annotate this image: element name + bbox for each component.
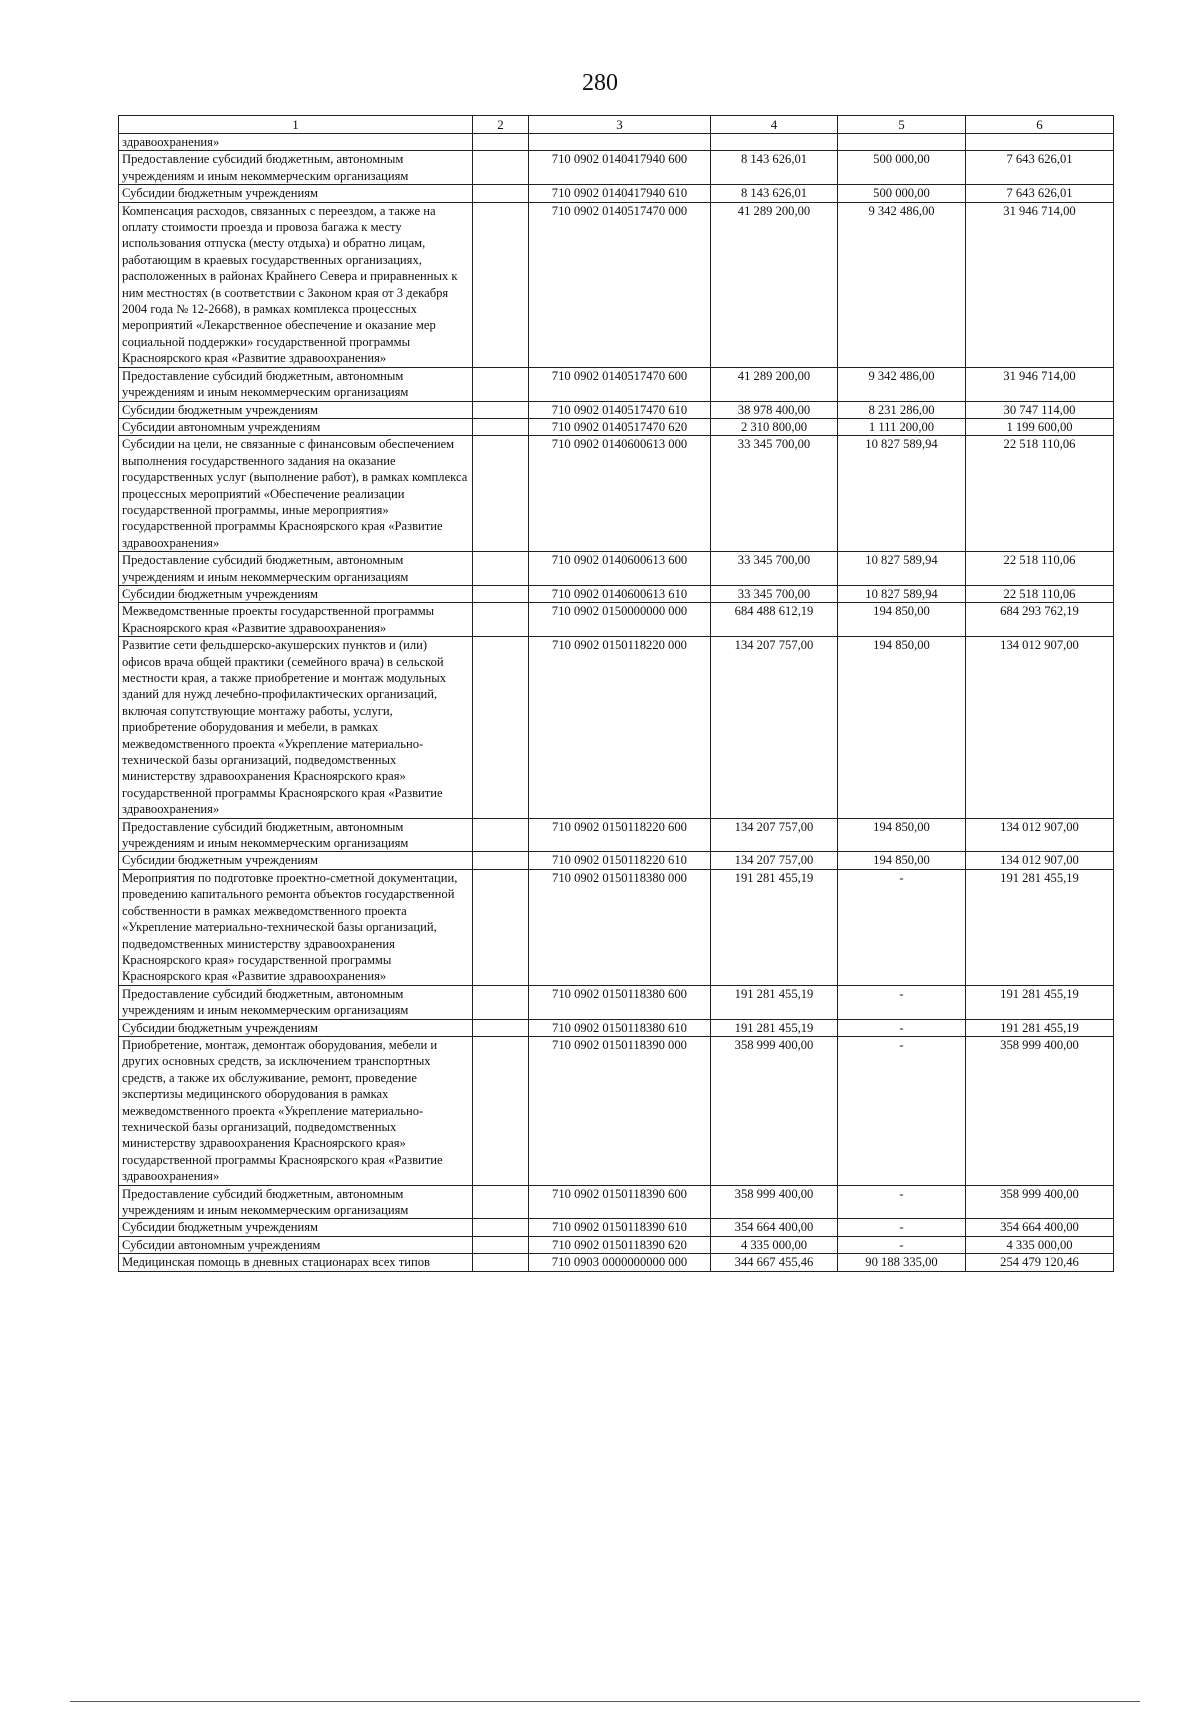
row-value-6-cell: 191 281 455,19 xyxy=(966,985,1114,1019)
row-code-cell: 710 0902 0140600613 610 xyxy=(529,585,711,602)
row-value-5-cell: 8 231 286,00 xyxy=(838,401,966,418)
row-name-cell: здравоохранения» xyxy=(119,134,473,151)
row-name-cell: Предоставление субсидий бюджетным, автономным учреждениям и иным некоммерческим организациям xyxy=(119,367,473,401)
row-col2-cell xyxy=(473,1019,529,1036)
row-value-6-cell: 30 747 114,00 xyxy=(966,401,1114,418)
row-col2-cell xyxy=(473,436,529,552)
table-row xyxy=(119,202,1114,367)
row-col2-cell xyxy=(473,367,529,401)
table-row xyxy=(119,603,1114,637)
table-row xyxy=(119,1185,1114,1219)
row-code-cell xyxy=(529,134,711,151)
row-value-4-cell: 358 999 400,00 xyxy=(711,1185,838,1219)
row-value-5-cell: - xyxy=(838,985,966,1019)
row-name-cell: Субсидии автономным учреждениям xyxy=(119,418,473,435)
row-value-5-cell: 10 827 589,94 xyxy=(838,436,966,552)
row-value-4-cell: 134 207 757,00 xyxy=(711,637,838,818)
row-value-6-cell: 134 012 907,00 xyxy=(966,852,1114,869)
row-code-cell: 710 0902 0140600613 600 xyxy=(529,552,711,586)
row-value-4-cell: 33 345 700,00 xyxy=(711,552,838,586)
row-value-5-cell: 1 111 200,00 xyxy=(838,418,966,435)
header-cell: 1 xyxy=(119,116,473,134)
row-value-4-cell xyxy=(711,134,838,151)
row-col2-cell xyxy=(473,185,529,202)
row-value-4-cell: 191 281 455,19 xyxy=(711,869,838,985)
row-value-5-cell: 194 850,00 xyxy=(838,852,966,869)
table-row xyxy=(119,852,1114,869)
row-name-cell: Медицинская помощь в дневных стационарах всех типов xyxy=(119,1254,473,1271)
row-value-6-cell xyxy=(966,134,1114,151)
row-value-4-cell: 8 143 626,01 xyxy=(711,185,838,202)
row-value-4-cell: 684 488 612,19 xyxy=(711,603,838,637)
row-code-cell: 710 0902 0150118390 000 xyxy=(529,1036,711,1185)
row-code-cell: 710 0902 0150118220 000 xyxy=(529,637,711,818)
row-value-4-cell: 358 999 400,00 xyxy=(711,1036,838,1185)
row-code-cell: 710 0902 0140517470 610 xyxy=(529,401,711,418)
row-code-cell: 710 0902 0150118380 000 xyxy=(529,869,711,985)
row-code-cell: 710 0903 0000000000 000 xyxy=(529,1254,711,1271)
row-code-cell: 710 0902 0150118390 620 xyxy=(529,1236,711,1253)
row-value-6-cell: 358 999 400,00 xyxy=(966,1036,1114,1185)
row-code-cell: 710 0902 0150118390 600 xyxy=(529,1185,711,1219)
row-col2-cell xyxy=(473,585,529,602)
budget-table xyxy=(118,115,1114,1272)
row-value-6-cell: 358 999 400,00 xyxy=(966,1185,1114,1219)
page-number: 280 xyxy=(582,70,618,96)
row-code-cell: 710 0902 0140417940 600 xyxy=(529,151,711,185)
row-name-cell: Компенсация расходов, связанных с переездом, а также на оплату стоимости проезда и провоза багажа к месту использования отпуска (месту отдыха) и обратно лицам, работающим в краевых государственных организациях, расположенных в районах Крайнего Севера и приравненных к ним местностях (в соответствии с Законом края от 3 декабря 2004 года № 12-2668), в рамках комплекса процессных мероприятий «Лекарственное обеспечение и оказание мер социальной поддержки» государственной программы Красноярского края «Развитие здравоохранения» xyxy=(119,202,473,367)
row-value-6-cell: 22 518 110,06 xyxy=(966,585,1114,602)
row-value-5-cell: - xyxy=(838,1219,966,1236)
row-name-cell: Субсидии бюджетным учреждениям xyxy=(119,1019,473,1036)
row-value-5-cell: 9 342 486,00 xyxy=(838,367,966,401)
row-col2-cell xyxy=(473,202,529,367)
table-row xyxy=(119,869,1114,985)
header-cell: 5 xyxy=(838,116,966,134)
row-value-5-cell: 10 827 589,94 xyxy=(838,552,966,586)
row-code-cell: 710 0902 0150118380 610 xyxy=(529,1019,711,1036)
row-value-4-cell: 134 207 757,00 xyxy=(711,852,838,869)
table-row xyxy=(119,134,1114,151)
row-value-4-cell: 2 310 800,00 xyxy=(711,418,838,435)
row-value-6-cell: 254 479 120,46 xyxy=(966,1254,1114,1271)
row-value-5-cell: 500 000,00 xyxy=(838,151,966,185)
row-name-cell: Предоставление субсидий бюджетным, автономным учреждениям и иным некоммерческим организациям xyxy=(119,985,473,1019)
footer-rule xyxy=(70,1701,1140,1702)
row-name-cell: Субсидии бюджетным учреждениям xyxy=(119,1219,473,1236)
row-value-4-cell: 191 281 455,19 xyxy=(711,1019,838,1036)
row-value-4-cell: 354 664 400,00 xyxy=(711,1219,838,1236)
table-row xyxy=(119,818,1114,852)
row-value-6-cell: 191 281 455,19 xyxy=(966,1019,1114,1036)
row-code-cell: 710 0902 0140517470 000 xyxy=(529,202,711,367)
row-value-5-cell: 194 850,00 xyxy=(838,637,966,818)
table-row xyxy=(119,151,1114,185)
row-col2-cell xyxy=(473,852,529,869)
row-value-6-cell: 191 281 455,19 xyxy=(966,869,1114,985)
row-value-5-cell: - xyxy=(838,1019,966,1036)
header-cell: 4 xyxy=(711,116,838,134)
row-value-5-cell: 90 188 335,00 xyxy=(838,1254,966,1271)
row-name-cell: Предоставление субсидий бюджетным, автономным учреждениям и иным некоммерческим организациям xyxy=(119,1185,473,1219)
header-cell: 2 xyxy=(473,116,529,134)
row-value-4-cell: 33 345 700,00 xyxy=(711,585,838,602)
row-value-4-cell: 8 143 626,01 xyxy=(711,151,838,185)
row-code-cell: 710 0902 0140600613 000 xyxy=(529,436,711,552)
header-cell: 6 xyxy=(966,116,1114,134)
table-row xyxy=(119,585,1114,602)
row-value-5-cell: 10 827 589,94 xyxy=(838,585,966,602)
row-name-cell: Субсидии бюджетным учреждениям xyxy=(119,401,473,418)
row-value-4-cell: 344 667 455,46 xyxy=(711,1254,838,1271)
table-row xyxy=(119,1019,1114,1036)
row-value-6-cell: 7 643 626,01 xyxy=(966,151,1114,185)
row-name-cell: Субсидии на цели, не связанные с финансовым обеспечением выполнения государственного задания на оказание государственных услуг (выполнение работ), в рамках комплекса процессных мероприятий «Обеспечение реализации государственной программы, иные мероприятия» государственной программы Красноярского края «Развитие здравоохранения» xyxy=(119,436,473,552)
row-value-6-cell: 4 335 000,00 xyxy=(966,1236,1114,1253)
row-value-6-cell: 22 518 110,06 xyxy=(966,436,1114,552)
row-col2-cell xyxy=(473,1219,529,1236)
row-value-6-cell: 1 199 600,00 xyxy=(966,418,1114,435)
row-code-cell: 710 0902 0150118380 600 xyxy=(529,985,711,1019)
row-name-cell: Субсидии бюджетным учреждениям xyxy=(119,585,473,602)
row-col2-cell xyxy=(473,985,529,1019)
row-value-6-cell: 134 012 907,00 xyxy=(966,637,1114,818)
table-row xyxy=(119,401,1114,418)
row-name-cell: Предоставление субсидий бюджетным, автономным учреждениям и иным некоммерческим организациям xyxy=(119,818,473,852)
table-row xyxy=(119,637,1114,818)
table-row xyxy=(119,367,1114,401)
table-row xyxy=(119,552,1114,586)
row-col2-cell xyxy=(473,603,529,637)
row-code-cell: 710 0902 0150118390 610 xyxy=(529,1219,711,1236)
row-code-cell: 710 0902 0150118220 610 xyxy=(529,852,711,869)
table-row xyxy=(119,985,1114,1019)
row-col2-cell xyxy=(473,637,529,818)
row-value-5-cell: - xyxy=(838,1236,966,1253)
row-col2-cell xyxy=(473,552,529,586)
row-value-6-cell: 354 664 400,00 xyxy=(966,1219,1114,1236)
row-value-6-cell: 31 946 714,00 xyxy=(966,202,1114,367)
row-code-cell: 710 0902 0140417940 610 xyxy=(529,185,711,202)
row-value-6-cell: 22 518 110,06 xyxy=(966,552,1114,586)
table-row xyxy=(119,1236,1114,1253)
row-value-6-cell: 134 012 907,00 xyxy=(966,818,1114,852)
row-code-cell: 710 0902 0150118220 600 xyxy=(529,818,711,852)
table-row xyxy=(119,1219,1114,1236)
row-col2-cell xyxy=(473,1254,529,1271)
row-col2-cell xyxy=(473,1036,529,1185)
row-code-cell: 710 0902 0150000000 000 xyxy=(529,603,711,637)
row-value-4-cell: 191 281 455,19 xyxy=(711,985,838,1019)
row-value-4-cell: 41 289 200,00 xyxy=(711,202,838,367)
row-name-cell: Развитие сети фельдшерско-акушерских пунктов и (или) офисов врача общей практики (семейного врача) в сельской местности края, а также приобретение и монтаж модульных зданий для нужд лечебно-профилактических организаций, включая сопутствующие монтажу работы, услуги, приобретение оборудования и мебели, в рамках межведомственного проекта «Укрепление материально-технической базы организаций, подведомственных министерству здравоохранения Красноярского края» государственной программы Красноярского края «Развитие здравоохранения» xyxy=(119,637,473,818)
row-name-cell: Предоставление субсидий бюджетным, автономным учреждениям и иным некоммерческим организациям xyxy=(119,151,473,185)
row-value-4-cell: 33 345 700,00 xyxy=(711,436,838,552)
row-value-4-cell: 38 978 400,00 xyxy=(711,401,838,418)
row-value-4-cell: 4 335 000,00 xyxy=(711,1236,838,1253)
row-col2-cell xyxy=(473,1185,529,1219)
row-col2-cell xyxy=(473,134,529,151)
row-name-cell: Предоставление субсидий бюджетным, автономным учреждениям и иным некоммерческим организациям xyxy=(119,552,473,586)
row-value-5-cell: 9 342 486,00 xyxy=(838,202,966,367)
row-value-5-cell: - xyxy=(838,1036,966,1185)
table-row xyxy=(119,1036,1114,1185)
table-row xyxy=(119,418,1114,435)
row-name-cell: Приобретение, монтаж, демонтаж оборудования, мебели и других основных средств, за исключением транспортных средств, а также их обслуживание, ремонт, проведение экспертизы медицинского оборудования в рамках межведомственного проекта «Укрепление материально-технической базы организаций, подведомственных министерству здравоохранения Красноярского края» государственной программы Красноярского края «Развитие здравоохранения» xyxy=(119,1036,473,1185)
row-name-cell: Субсидии бюджетным учреждениям xyxy=(119,852,473,869)
row-col2-cell xyxy=(473,401,529,418)
row-name-cell: Субсидии бюджетным учреждениям xyxy=(119,185,473,202)
row-name-cell: Субсидии автономным учреждениям xyxy=(119,1236,473,1253)
row-value-4-cell: 134 207 757,00 xyxy=(711,818,838,852)
row-value-5-cell: 194 850,00 xyxy=(838,603,966,637)
table-row xyxy=(119,1254,1114,1271)
row-value-4-cell: 41 289 200,00 xyxy=(711,367,838,401)
row-value-5-cell: - xyxy=(838,1185,966,1219)
row-value-5-cell: - xyxy=(838,869,966,985)
row-code-cell: 710 0902 0140517470 620 xyxy=(529,418,711,435)
row-name-cell: Мероприятия по подготовке проектно-сметной документации, проведению капитального ремонта объектов государственной собственности в рамках межведомственного проекта «Укрепление материально-технической базы организаций, подведомственных министерству здравоохранения Красноярского края» государственной программы Красноярского края «Развитие здравоохранения» xyxy=(119,869,473,985)
header-cell: 3 xyxy=(529,116,711,134)
row-col2-cell xyxy=(473,1236,529,1253)
row-value-6-cell: 31 946 714,00 xyxy=(966,367,1114,401)
row-value-6-cell: 7 643 626,01 xyxy=(966,185,1114,202)
row-code-cell: 710 0902 0140517470 600 xyxy=(529,367,711,401)
row-col2-cell xyxy=(473,869,529,985)
row-value-5-cell: 194 850,00 xyxy=(838,818,966,852)
row-col2-cell xyxy=(473,151,529,185)
row-value-6-cell: 684 293 762,19 xyxy=(966,603,1114,637)
table-row xyxy=(119,436,1114,552)
row-col2-cell xyxy=(473,418,529,435)
table-header-row xyxy=(119,116,1114,134)
row-name-cell: Межведомственные проекты государственной программы Красноярского края «Развитие здравоохранения» xyxy=(119,603,473,637)
table-row xyxy=(119,185,1114,202)
row-value-5-cell xyxy=(838,134,966,151)
row-value-5-cell: 500 000,00 xyxy=(838,185,966,202)
row-col2-cell xyxy=(473,818,529,852)
